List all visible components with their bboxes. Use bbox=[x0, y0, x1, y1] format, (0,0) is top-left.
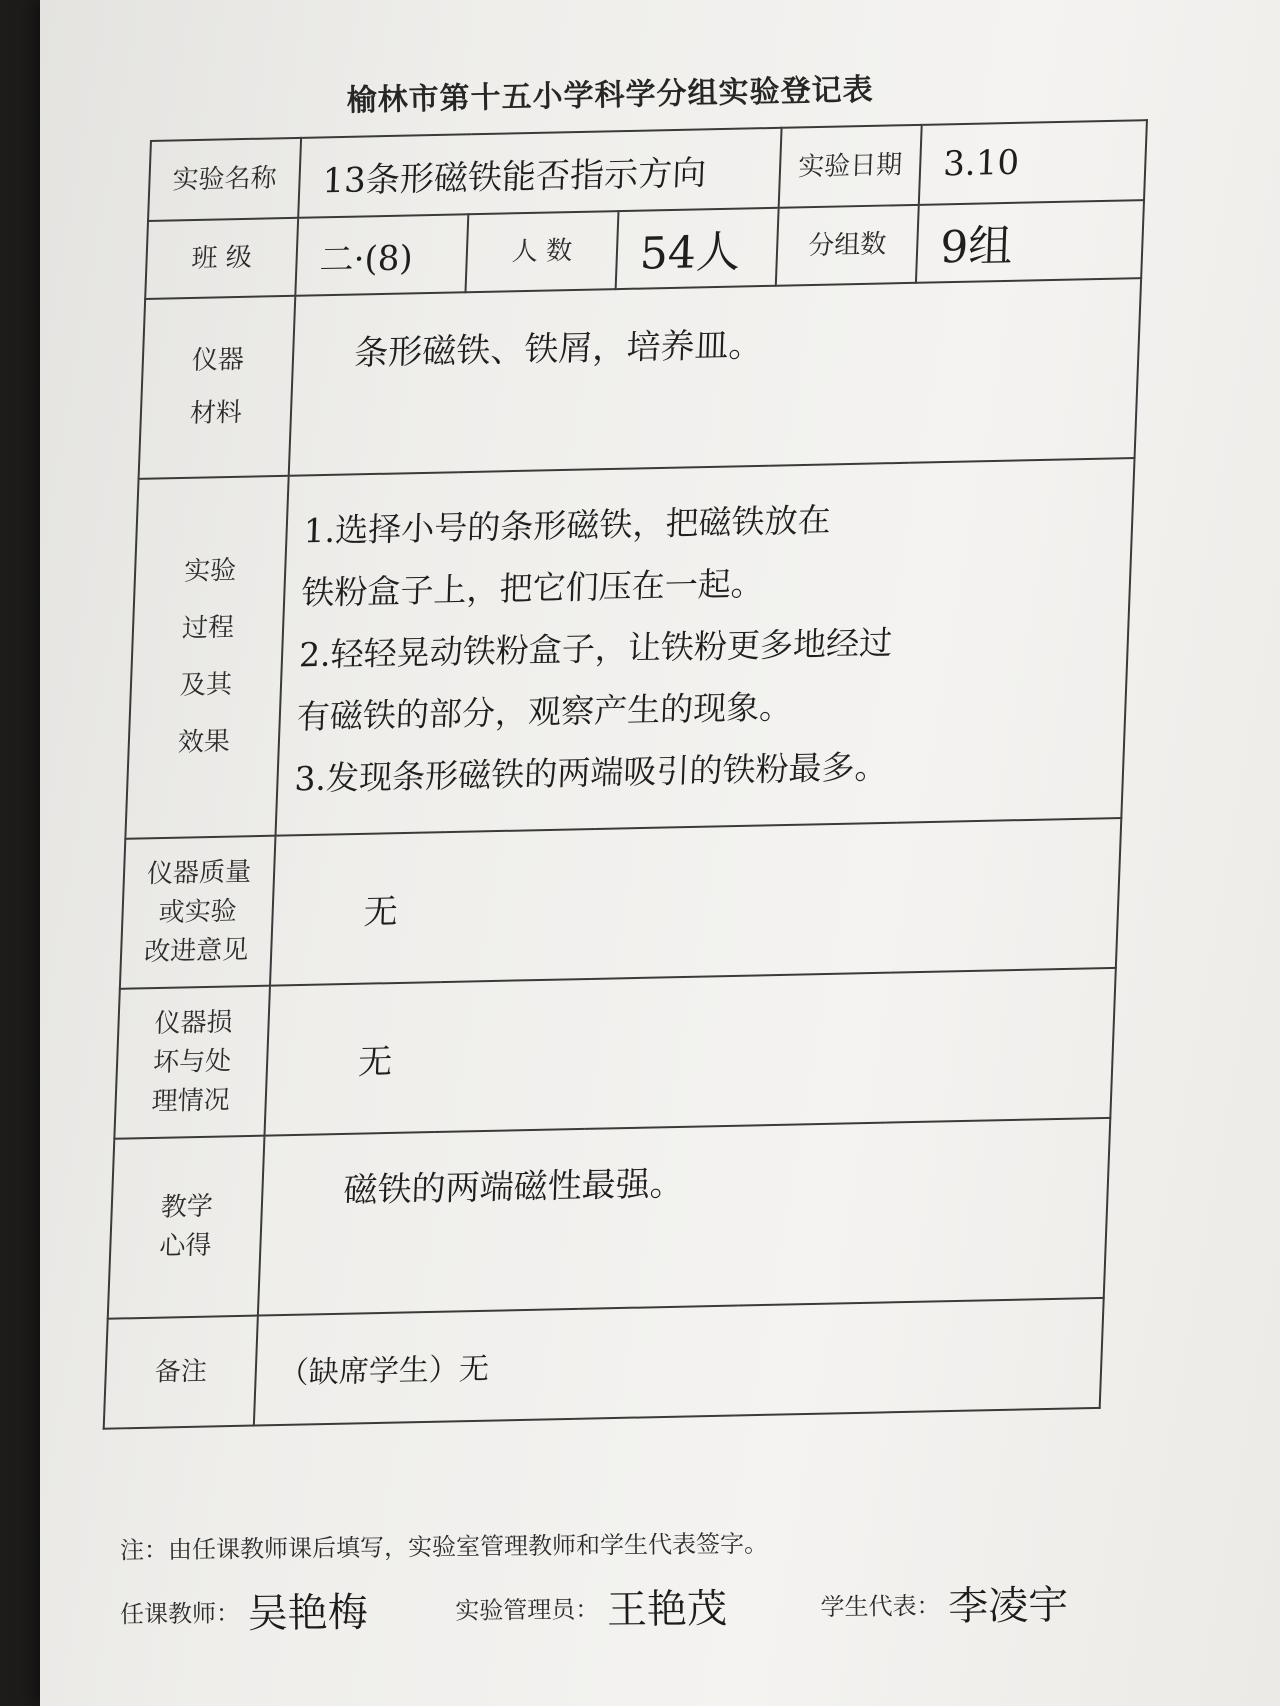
materials-label-line: 材料 bbox=[189, 397, 243, 429]
quality-label-line: 仪器质量 bbox=[146, 856, 252, 889]
class-label: 班 级 bbox=[145, 218, 298, 299]
signature-row bbox=[120, 1573, 1161, 1641]
admin-signature: 王艳茂 bbox=[606, 1586, 728, 1634]
remarks-row bbox=[104, 1298, 1104, 1429]
insight-value: 磁铁的两端磁性最强。 bbox=[258, 1118, 1110, 1316]
experiment-date-label: 实验日期 bbox=[779, 125, 922, 208]
materials-row bbox=[139, 278, 1142, 479]
damage-label-line: 仪器损 bbox=[154, 1006, 234, 1039]
teacher-label: 任课教师： bbox=[119, 1599, 241, 1629]
remarks-value: （缺席学生）无 bbox=[254, 1298, 1104, 1426]
quality-value: 无 bbox=[270, 818, 1121, 986]
groups-label: 分组数 bbox=[776, 205, 919, 286]
process-label bbox=[125, 476, 288, 839]
materials-label bbox=[139, 296, 296, 479]
experiment-date-value: 3.10 bbox=[919, 120, 1147, 205]
process-line: 2.轻轻晃动铁粉盒子，让铁粉更多地经过 bbox=[298, 622, 893, 675]
quality-row bbox=[120, 818, 1122, 989]
process-line: 铁粉盒子上，把它们压在一起。 bbox=[300, 563, 765, 613]
insight-row bbox=[108, 1118, 1111, 1319]
damage-label-line: 坏与处 bbox=[152, 1045, 232, 1078]
form-table bbox=[103, 119, 1148, 1430]
admin-label: 实验管理员： bbox=[455, 1595, 600, 1625]
student-label: 学生代表： bbox=[820, 1591, 941, 1622]
process-label-line: 过程 bbox=[181, 612, 235, 644]
groups-value: 9组 bbox=[916, 200, 1144, 283]
process-line: 1.选择小号的条形磁铁，把磁铁放在 bbox=[302, 500, 832, 551]
student-signature: 李凌宇 bbox=[947, 1582, 1069, 1630]
process-label-line: 实验 bbox=[183, 555, 237, 587]
experiment-name-value: 13条形磁铁能否指示方向 bbox=[298, 128, 781, 218]
process-label-line: 效果 bbox=[177, 726, 231, 758]
class-value: 二·(8) bbox=[295, 214, 468, 296]
quality-label bbox=[120, 836, 276, 989]
insight-label bbox=[108, 1136, 265, 1319]
quality-label-line: 改进意见 bbox=[143, 934, 249, 967]
quality-label-line: 或实验 bbox=[158, 895, 238, 928]
damage-row bbox=[114, 968, 1116, 1139]
insight-label-line: 教学 bbox=[160, 1191, 214, 1223]
form-title: 榆林市第十五小学科学分组实验登记表 bbox=[346, 72, 874, 119]
experiment-name-label: 实验名称 bbox=[148, 138, 301, 221]
process-value bbox=[275, 458, 1134, 836]
damage-label-line: 理情况 bbox=[151, 1084, 231, 1117]
people-value: 54人 bbox=[616, 208, 779, 289]
remarks-label: 备注 bbox=[104, 1316, 258, 1429]
insight-label-line: 心得 bbox=[158, 1230, 212, 1262]
damage-label bbox=[114, 986, 270, 1139]
process-line: 有磁铁的部分，观察产生的现象。 bbox=[296, 686, 794, 737]
teacher-signature: 吴艳梅 bbox=[247, 1589, 368, 1638]
footer-note: 注：由任课教师课后填写，实验室管理教师和学生代表签字。 bbox=[119, 1529, 769, 1565]
damage-value: 无 bbox=[264, 968, 1115, 1136]
registration-form bbox=[103, 119, 1146, 1430]
process-line: 3.发现条形磁铁的两端吸引的铁粉最多。 bbox=[293, 746, 889, 799]
materials-value: 条形磁铁、铁屑，培养皿。 bbox=[289, 278, 1141, 476]
process-row bbox=[125, 458, 1134, 839]
materials-label-line: 仪器 bbox=[191, 344, 245, 376]
people-label: 人 数 bbox=[465, 211, 618, 292]
process-label-line: 及其 bbox=[179, 669, 233, 701]
